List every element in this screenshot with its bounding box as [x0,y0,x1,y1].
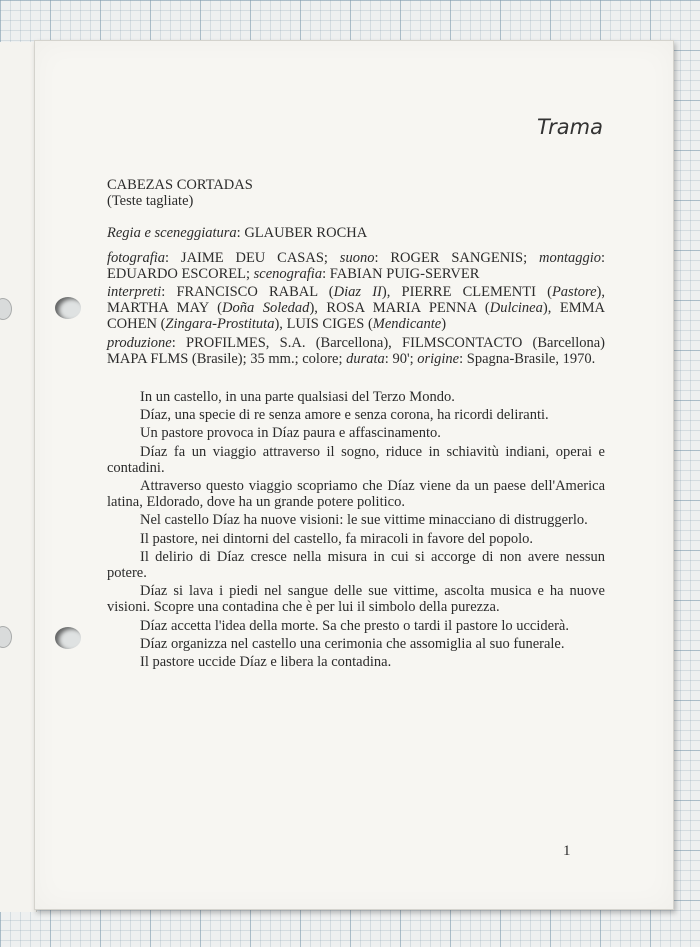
synopsis-paragraph: Il delirio di Díaz cresce nella misura in cui si accorge di non avere nessun potere. [107,548,605,582]
synopsis-paragraph: Díaz si lava i piedi nel sangue delle sue vittime, ascolta musica e ha nuove visioni. Scopre una contadina che è per lui il simbolo della purezza. [107,583,605,616]
adjacent-page-edge [0,42,37,912]
main-content [107,177,605,672]
synopsis-paragraph: Díaz fa un viaggio attraverso il sogno, riduce in schiavitù indiani, operai e contadini. [107,443,605,476]
credit-technical: fotografia: JAIME DEU CASAS; suono: ROGER SANGENIS; montaggio: EDUARDO ESCOREL; scenografia: FABIAN PUIG-SERVER [107,249,606,282]
punch-hole [55,627,81,649]
film-title: CABEZAS CORTADAS [107,177,253,193]
credit-interpreti: interpreti: FRANCISCO RABAL (Diaz II), PIERRE CLEMENTI (Pastore), MARTHA MAY (Doña Soledad), ROSA MARIA PENNA (Dulcinea), EMMA COHEN (Zingara-Prostituta), LUIS CIGES (Mendicante) [107,284,605,333]
synopsis-paragraph: Díaz, una specie di re senza amore e senza corona, ha ricordi deliranti. [140,407,549,424]
credit-regia: Regia e sceneggiatura: GLAUBER ROCHA [107,225,368,242]
synopsis-paragraph: Díaz accetta l'idea della morte. Sa che presto o tardi il pastore lo ucciderà. [140,617,569,634]
film-subtitle: (Teste tagliate) [107,193,194,210]
credits-block [107,225,605,367]
binder-hole [0,298,12,320]
synopsis-paragraph: In un castello, in una parte qualsiasi del Terzo Mondo. [140,389,455,406]
punch-hole [55,297,81,319]
synopsis-paragraph: Il pastore uccide Díaz e libera la contadina. [140,654,392,671]
page-number: 1 [563,843,571,859]
document-page [34,40,674,910]
synopsis [107,389,605,670]
section-title: Trama [536,115,603,139]
synopsis-paragraph: Attraverso questo viaggio scopriamo che Díaz viene da un paese dell'America latina, Eldorado, dove ha un grande potere politico. [107,478,605,511]
binder-hole [0,626,12,648]
synopsis-paragraph: Il pastore, nei dintorni del castello, fa miracoli in favore del popolo. [140,530,533,547]
synopsis-paragraph: Díaz organizza nel castello una cerimonia che assomiglia al suo funerale. [140,635,565,652]
synopsis-paragraph: Nel castello Díaz ha nuove visioni: le sue vittime minacciano di distruggerlo. [140,512,588,529]
synopsis-paragraph: Un pastore provoca in Díaz paura e affascinamento. [140,425,441,442]
credit-produzione: produzione: PROFILMES, S.A. (Barcellona), FILMSCONTACTO (Barcellona) MAPA FLMS (Brasile); 35 mm.; colore; durata: 90'; origine: Spagna-Brasile, 1970. [107,334,606,367]
